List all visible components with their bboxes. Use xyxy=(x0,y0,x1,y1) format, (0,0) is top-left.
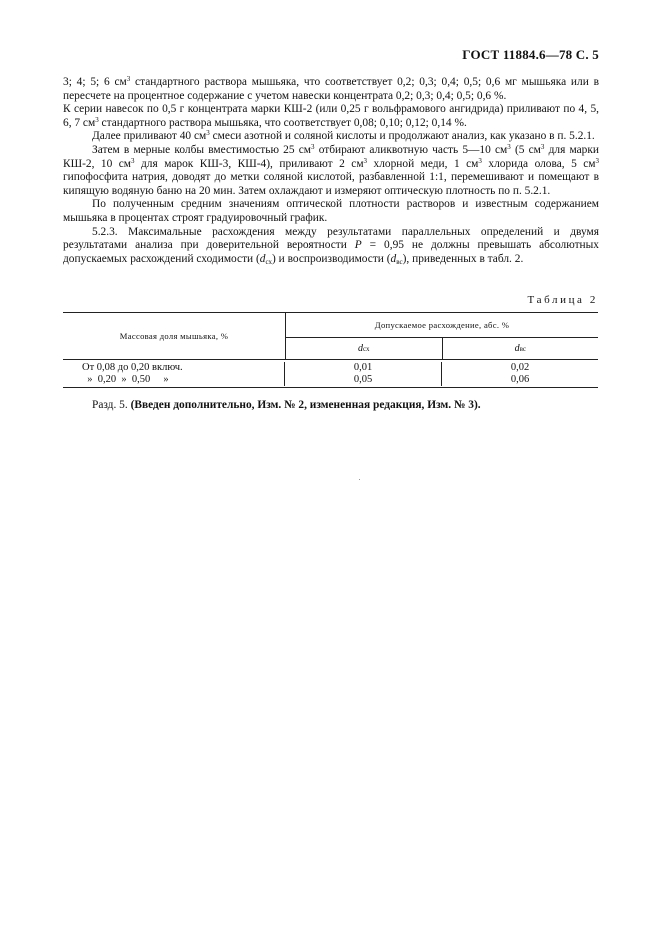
cell-dcx: 0,01 xyxy=(285,362,442,374)
paragraph-max-discrepancy: 5.2.3. Максимальные расхождения между результатами параллельных определений и двумя результатами анализа при доверительной вероятности P = 0,95 не должны превышать абсолютных допускаемых расхождений сходимости $(d_{сх})$ и воспроизводимости $(d_{вс})$, приведенных в табл. 2. xyxy=(63,225,599,266)
paragraph-calibration-graph: По полученным средним значениям оптической плотности растворов и известным содержанием мышьяка в процентах строят градуировочный график. xyxy=(63,198,599,224)
table-row xyxy=(63,374,598,386)
column-header-dcx: d сх xyxy=(286,338,443,359)
cell-range: » 0,20 » 0,50 » xyxy=(63,374,285,386)
cell-dvc: 0,06 xyxy=(510,374,530,385)
table-body xyxy=(63,360,598,387)
paragraph-aliquot: Затем в мерные колбы вместимостью 25 $см^3$ отбирают аликвотную часть 5—10 $см^3$ (5 $см^3$ для марки КШ-2, 10 $см^3$ для марок КШ-3, КШ-4), приливают 2 $см^3$ хлорной меди, 1 $см^3$ хлорида олова, 5 $см^3$ гипофосфита натрия, доводят до метки соляной кислотой, разбавленной 1:1, перемешивают и помещают в кипящую водяную баню на 20 мин. Затем охлаждают и измеряют оптическую плотность по п. 5.2.1. xyxy=(63,142,600,197)
cell-dcx: 0,05 xyxy=(285,374,442,386)
paragraph-acid-mixture: Далее приливают 40 $см^3$ смеси азотной и соляной кислоты и продолжают анализ, как указано в п. 5.2.1. xyxy=(92,129,595,143)
column-header-arsenic-fraction: Массовая доля мышьяка, % xyxy=(63,313,286,359)
discrepancy-table xyxy=(63,312,598,388)
table-row xyxy=(63,362,598,374)
column-header-allowed-discrepancy: Допускаемое расхождение, абс. % xyxy=(286,313,598,338)
speck xyxy=(359,479,360,480)
column-header-dvc: d вс xyxy=(514,343,526,354)
body-text xyxy=(63,76,599,266)
amendment-note: Разд. 5. (Введен дополнительно, Изм. № 2, измененная редакция, Изм. № 3). xyxy=(92,399,481,411)
table-header xyxy=(63,313,598,360)
cell-range: От 0,08 до 0,20 включ. xyxy=(63,362,285,374)
table-caption: Таблица 2 xyxy=(527,294,598,306)
paragraph-calibration-series: 3; 4; 5; 6 $см^3$ стандартного раствора мышьяка, что соответствует 0,2; 0,3; 0,4; 0,5; 0,6 мг мышьяка или в пересчете на процентное содержание с учетом навески концентрата 0,2; 0,3; 0,4; 0,5; 0,6 %. xyxy=(63,75,599,102)
paragraph-ksh2-series: К серии навесок по 0,5 г концентрата марки КШ-2 (или 0,25 г вольфрамового ангидрида) приливают по 4, 5, 6, 7 $см^3$ стандартного раствора мышьяка, что соответствует 0,08; 0,10; 0,12; 0,14 %. xyxy=(63,103,599,129)
page-header: ГОСТ 11884.6—78 С. 5 xyxy=(462,47,599,62)
cell-dvc: 0,02 xyxy=(510,362,530,373)
